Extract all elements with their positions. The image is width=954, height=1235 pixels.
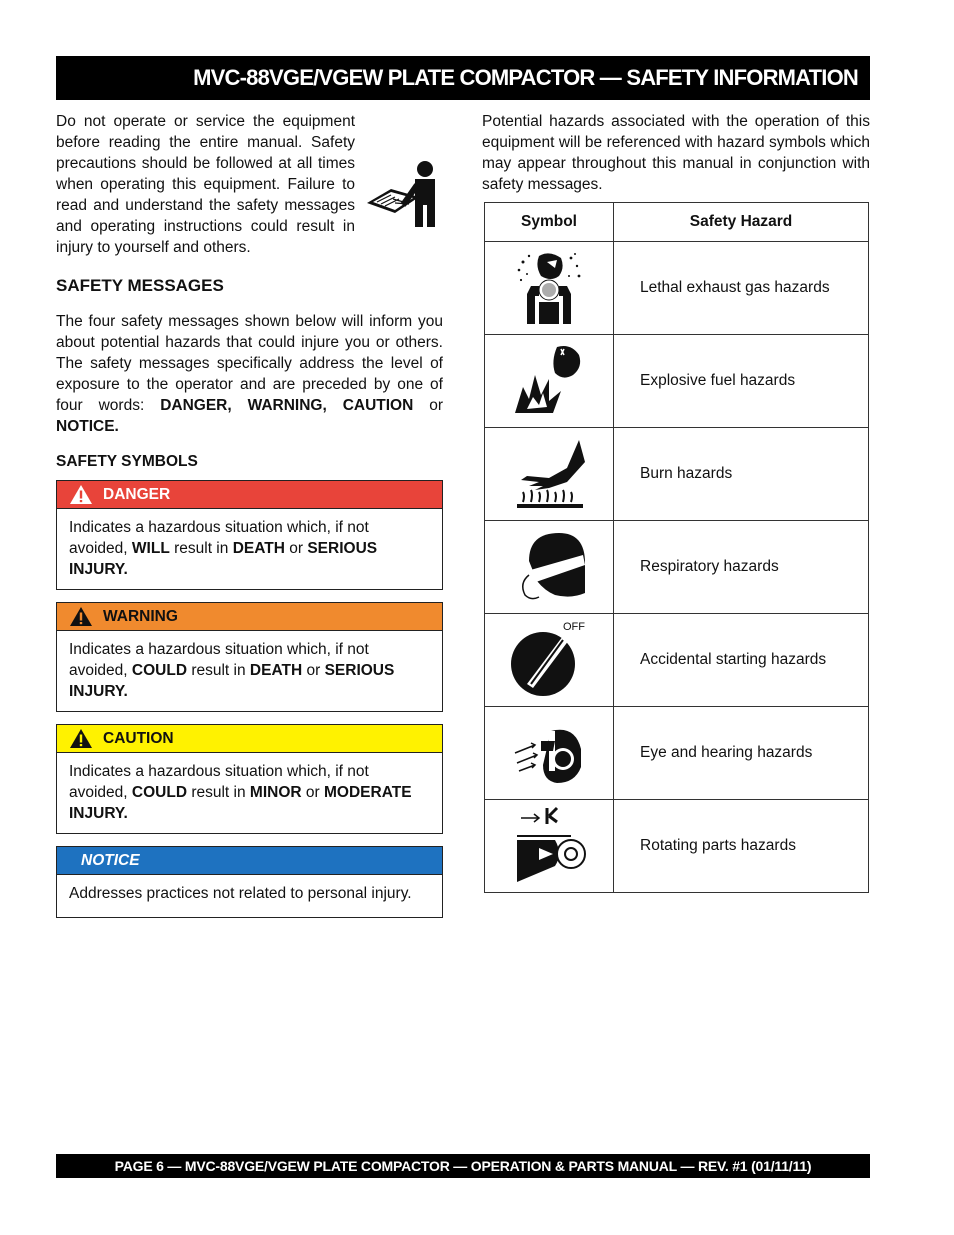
danger-text: Indicates a hazardous situation which, if not avoided, WILL result in DEATH or SERIOUS INJURY. xyxy=(69,519,378,578)
off-label: OFF xyxy=(563,620,585,633)
intro-paragraph: Do not operate or service the equipment before reading the entire manual. Safety precautions should be followed at all times when operating this equipment. Failure to read and understand the safety messages and operating instructions could result in injury to yourself and others. xyxy=(56,113,355,256)
caution-box xyxy=(56,724,443,834)
alert-triangle-icon xyxy=(69,728,93,749)
right-column xyxy=(482,111,870,195)
accidental-start-icon xyxy=(509,618,589,698)
table-row xyxy=(485,707,869,800)
hazard-label: Eye and hearing hazards xyxy=(614,707,869,800)
notice-text: Addresses practices not related to personal injury. xyxy=(69,885,412,902)
intro-block xyxy=(56,111,443,258)
notice-box xyxy=(56,846,443,918)
table-row xyxy=(485,428,869,521)
left-column xyxy=(56,111,443,930)
table-row xyxy=(485,800,869,893)
table-row xyxy=(485,242,869,335)
warning-text: Indicates a hazardous situation which, if not avoided, COULD result in DEATH or SERIOUS INJURY. xyxy=(69,641,395,700)
safety-messages-heading: SAFETY MESSAGES xyxy=(56,276,224,295)
hazard-label: Burn hazards xyxy=(614,428,869,521)
caution-header: CAUTION xyxy=(57,725,442,753)
safety-messages-paragraph: The four safety messages shown below will inform you about potential hazards that could injure you or others. The safety messages specifically address the level of exposure to the operator and are preceded by one of four words: DANGER, WARNING, CAUTION or NOTICE. xyxy=(56,313,444,435)
safety-symbols-heading: SAFETY SYMBOLS xyxy=(56,453,198,470)
caution-text: Indicates a hazardous situation which, if not avoided, COULD result in MINOR or MODERATE INJURY. xyxy=(69,763,412,822)
eye-hearing-icon xyxy=(509,711,589,791)
hazard-intro-paragraph: Potential hazards associated with the operation of this equipment will be referenced with hazard symbols which may appear throughout this manual in conjunction with safety messages. xyxy=(482,113,870,193)
danger-header: DANGER xyxy=(57,481,442,509)
rotating-parts-icon xyxy=(509,804,589,884)
column-header-hazard: Safety Hazard xyxy=(614,203,869,242)
burn-icon xyxy=(509,432,589,512)
alert-triangle-icon xyxy=(69,484,93,505)
danger-box xyxy=(56,480,443,590)
explosive-fuel-icon xyxy=(509,339,589,419)
hazard-label: Explosive fuel hazards xyxy=(614,335,869,428)
hazard-label: Accidental starting hazards xyxy=(614,614,869,707)
page-title: MVC-88VGE/VGEW PLATE COMPACTOR — SAFETY INFORMATION xyxy=(56,56,870,100)
hazard-label: Rotating parts hazards xyxy=(614,800,869,893)
table-row xyxy=(485,335,869,428)
hazard-label: Lethal exhaust gas hazards xyxy=(614,242,869,335)
hazard-label: Respiratory hazards xyxy=(614,521,869,614)
table-row xyxy=(485,614,869,707)
alert-triangle-icon xyxy=(69,606,93,627)
warning-box xyxy=(56,602,443,712)
respiratory-icon xyxy=(509,525,589,605)
notice-header: NOTICE xyxy=(57,847,442,875)
page-footer: PAGE 6 — MVC-88VGE/VGEW PLATE COMPACTOR — OPERATION & PARTS MANUAL — REV. #1 (01/11/11) xyxy=(56,1154,870,1178)
warning-header: WARNING xyxy=(57,603,442,631)
table-header-row xyxy=(485,203,869,242)
read-manual-icon xyxy=(363,159,443,229)
column-header-symbol: Symbol xyxy=(485,203,614,242)
table-row xyxy=(485,521,869,614)
hazard-table xyxy=(484,202,869,893)
exhaust-gas-icon xyxy=(509,246,589,326)
